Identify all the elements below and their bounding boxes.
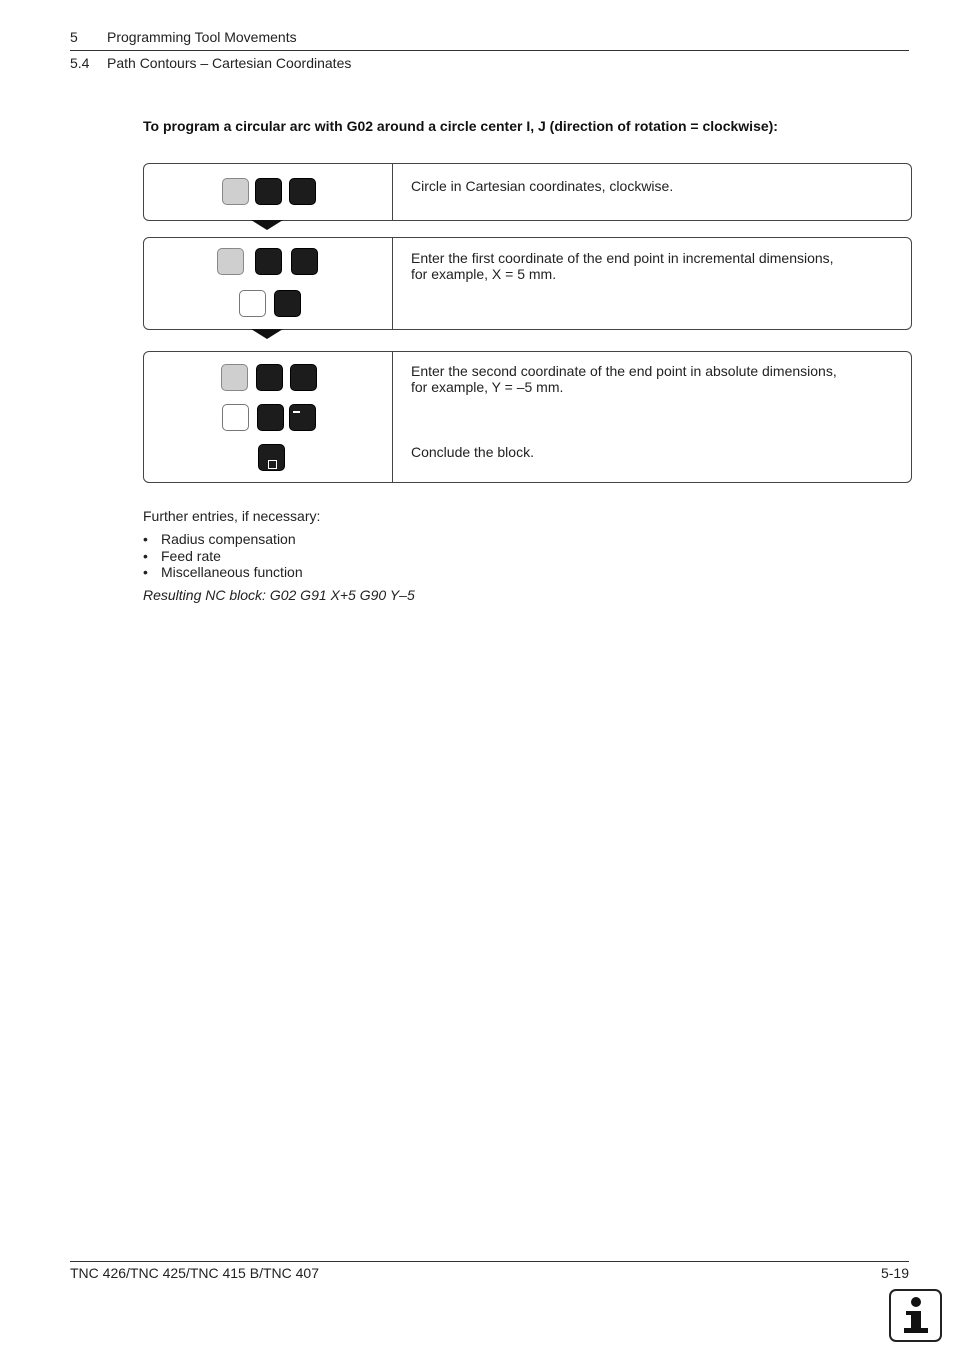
key[interactable]: [257, 404, 284, 431]
footer-rule: [70, 1261, 909, 1262]
key[interactable]: [274, 290, 301, 317]
key[interactable]: [255, 178, 282, 205]
key[interactable]: [289, 178, 316, 205]
footer-product: TNC 426/TNC 425/TNC 415 B/TNC 407: [70, 1265, 319, 1281]
resulting-nc-block: Resulting NC block: G02 G91 X+5 G90 Y–5: [143, 587, 415, 603]
bullet-icon: •: [143, 531, 148, 547]
section-title: Path Contours – Cartesian Coordinates: [107, 55, 352, 71]
down-arrow-icon: [251, 329, 283, 339]
chapter-number: 5: [70, 29, 78, 45]
step-3-box: [143, 351, 912, 483]
absolute-key[interactable]: [222, 404, 249, 431]
key[interactable]: [255, 248, 282, 275]
further-entries-heading: Further entries, if necessary:: [143, 508, 321, 524]
minus-key[interactable]: [289, 404, 316, 431]
minus-icon: [293, 411, 300, 413]
list-item-label: Radius compensation: [161, 531, 296, 547]
square-icon: [268, 460, 277, 469]
step-1-text: Circle in Cartesian coordinates, clockwise.: [411, 178, 674, 194]
end-block-key[interactable]: [258, 444, 285, 471]
page-number: 5-19: [880, 1265, 909, 1281]
arc-key[interactable]: [222, 178, 249, 205]
list-item-label: Feed rate: [161, 548, 221, 564]
chapter-title: Programming Tool Movements: [107, 29, 297, 45]
down-arrow-icon: [251, 220, 283, 230]
info-icon: [889, 1289, 942, 1342]
key[interactable]: [290, 364, 317, 391]
step-3-text: Enter the second coordinate of the end point in absolute dimensions, for example, Y = –5 mm.: [411, 363, 837, 395]
key[interactable]: [291, 248, 318, 275]
intro-heading: To program a circular arc with G02 around a circle center I, J (direction of rotation = clockwise):: [143, 118, 778, 134]
step-2-keys: [144, 238, 393, 329]
step-1-box: [143, 163, 912, 221]
incremental-key[interactable]: [239, 290, 266, 317]
section-number: 5.4: [70, 55, 90, 71]
list-item-label: Miscellaneous function: [161, 564, 303, 580]
key[interactable]: [256, 364, 283, 391]
header-rule: [70, 50, 909, 51]
step-1-keys: [144, 164, 393, 220]
step-3-keys: [144, 352, 393, 482]
step-2-text: Enter the first coordinate of the end point in incremental dimensions, for example, X = 5 mm.: [411, 250, 834, 282]
bullet-icon: •: [143, 564, 148, 580]
step-2-box: [143, 237, 912, 330]
axis-key[interactable]: [217, 248, 244, 275]
axis-key[interactable]: [221, 364, 248, 391]
bullet-icon: •: [143, 548, 148, 564]
step-3-conclude-text: Conclude the block.: [411, 444, 534, 460]
